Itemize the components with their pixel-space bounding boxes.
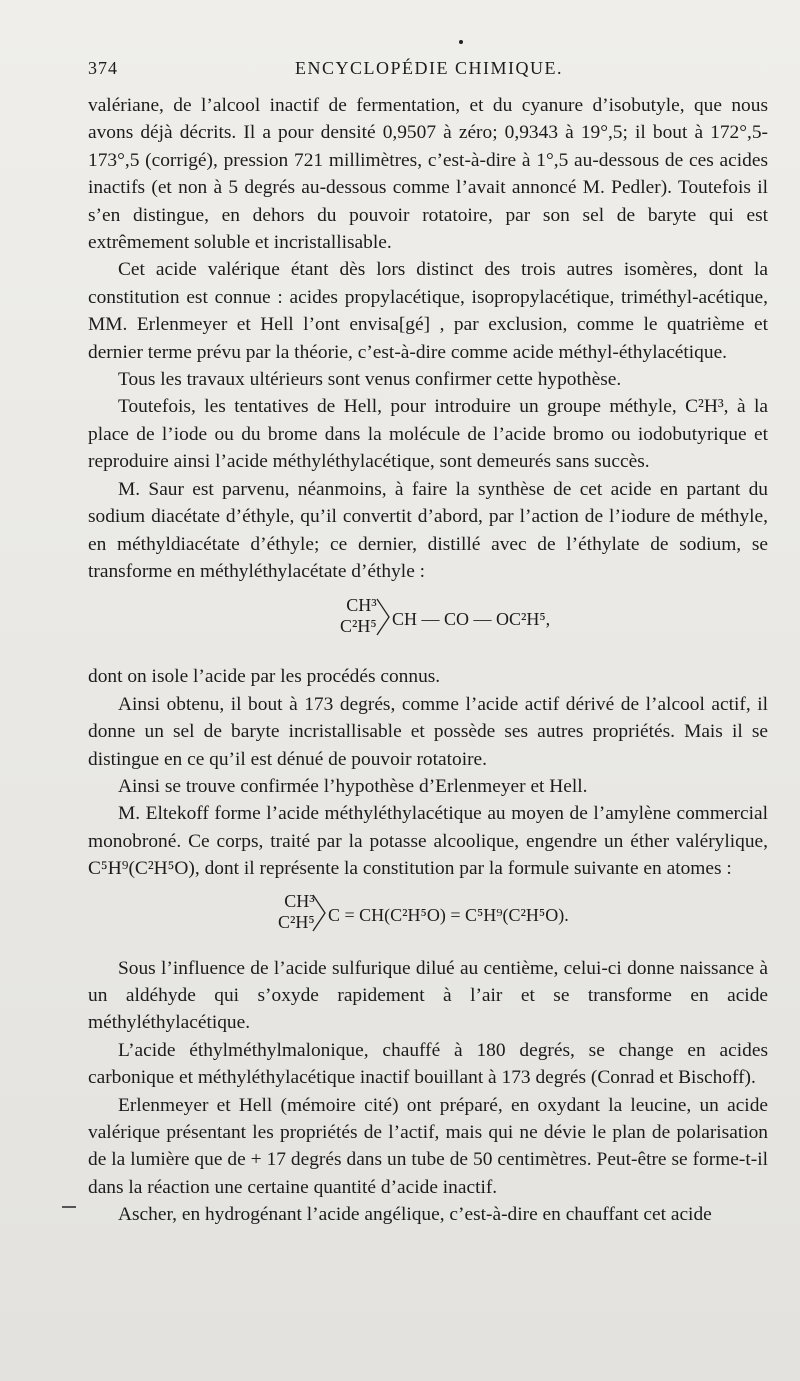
formula-bottom-group: C²H⁵ [340,616,377,637]
page-number: 374 [88,58,118,78]
paragraph: M. Saur est parvenu, néanmoins, à faire la synthèse de cet acide en partant du sodium diacétate d’éthyle, qu’il convertit d’abord, par l’action de l’iodure de méthyle, en méthyldiacétate d’éthyle; ce dernier, distillé avec de l’éthylate de sodium, se transforme en méthyléthylacétate d’éthyle : [88,478,768,582]
formula-bracket-icon [312,893,326,933]
formula-chain: C = CH(C²H⁵O) = C⁵H⁹(C²H⁵O). [328,904,569,925]
paragraph: Toutefois, les tentatives de Hell, pour introduire un groupe méthyle, C²H³, à la place de l’iode ou du brome dans la molécule de l’acide bromo ou iodobutyrique et reproduire ainsi l’acide méthyléthylacétique, sont demeurés sans succès. [88,396,768,473]
formula-substituents [278,891,315,933]
body-text [88,92,768,1229]
formula-chain: CH — CO — OC²H⁵, [392,609,551,630]
paragraph: Cet acide valérique étant dès lors distinct des trois autres isomères, dont la constitution est connue : acides propylacétique, isopropylacétique, triméthyl-acétique, MM. Erlenmeyer et Hell l’ont envisa[gé] , par exclusion, comme le quatrième et dernier terme prévu par la théorie, c’est-à-dire comme acide méthyl-éthylacétique. [88,259,768,363]
paragraph: dont on isole l’acide par les procédés connus. [88,666,441,688]
paragraph: Ainsi obtenu, il bout à 173 degrés, comme l’acide actif dérivé de l’alcool actif, il donne un sel de baryte incristallisable et possède ses autres propriétés. Mais il se distingue en ce qu’il est dénué de pouvoir rotatoire. [88,693,768,770]
paragraph: Erlenmeyer et Hell (mémoire cité) ont préparé, en oxydant la leucine, un acide valérique présentant les propriétés de l’actif, mais qui ne dévie le plan de polarisation de la lumière que de + 17 degrés dans un tube de 50 centimètres. Peut-être se forme-t-il dans la réaction une certaine quantité d’acide inactif. [88,1094,768,1198]
paragraph: Ascher, en hydrogénant l’acide angélique, c’est-à-dire en chauffant cet acide [118,1204,712,1226]
page-header [88,58,770,82]
chemical-formula-ethyl-ester [88,591,768,655]
formula-top-group: CH³ [284,890,315,911]
paragraph: Tous les travaux ultérieurs sont venus confirmer cette hypothèse. [118,369,622,391]
paragraph: M. Eltekoff forme l’acide méthyléthylacétique au moyen de l’amylène commercial monobroné. Ce corps, traité par la potasse alcoolique, engendre un éther valérylique, C⁵H⁹(C²H⁵O), dont il représente la constitution par la formule suivante en atomes : [88,803,768,880]
formula-substituents [340,595,377,637]
margin-dash [62,1206,76,1208]
formula-top-group: CH³ [346,595,377,616]
formula-bottom-group: C²H⁵ [278,911,315,932]
paragraph: Sous l’influence de l’acide sulfurique dilué au centième, celui-ci donne naissance à un aldéhyde qui s’oxyde rapidement à l’air et se transforme en acide méthyléthylacétique. [88,957,768,1034]
paragraph: valériane, de l’alcool inactif de fermentation, et du cyanure d’isobutyle, que nous avons déjà décrits. Il a pour densité 0,9507 à zéro; 0,9343 à 19°,5; il bout à 172°,5-173°,5 (corrigé), pression 721 millimètres, c’est-à-dire à 1°,5 au-dessous de ces acides inactifs (et non à 5 degrés au-dessous comme l’avait annoncé M. Pedler). Toutefois il s’en distingue, en dehors du pouvoir rotatoire, par son sel de baryte qui est extrêmement soluble et incristallisable. [88,95,768,254]
running-title: ENCYCLOPÉDIE CHIMIQUE. [295,58,563,78]
formula-bracket-icon [376,597,390,637]
chemical-formula-valeryl-ether [88,889,768,949]
ink-speck [459,40,463,44]
paragraph: L’acide éthylméthylmalonique, chauffé à 180 degrés, se change en acides carbonique et méthyléthylacétique inactif bouillant à 173 degrés (Conrad et Bischoff). [88,1039,768,1089]
paragraph: Ainsi se trouve confirmée l’hypothèse d’Erlenmeyer et Hell. [118,775,588,797]
